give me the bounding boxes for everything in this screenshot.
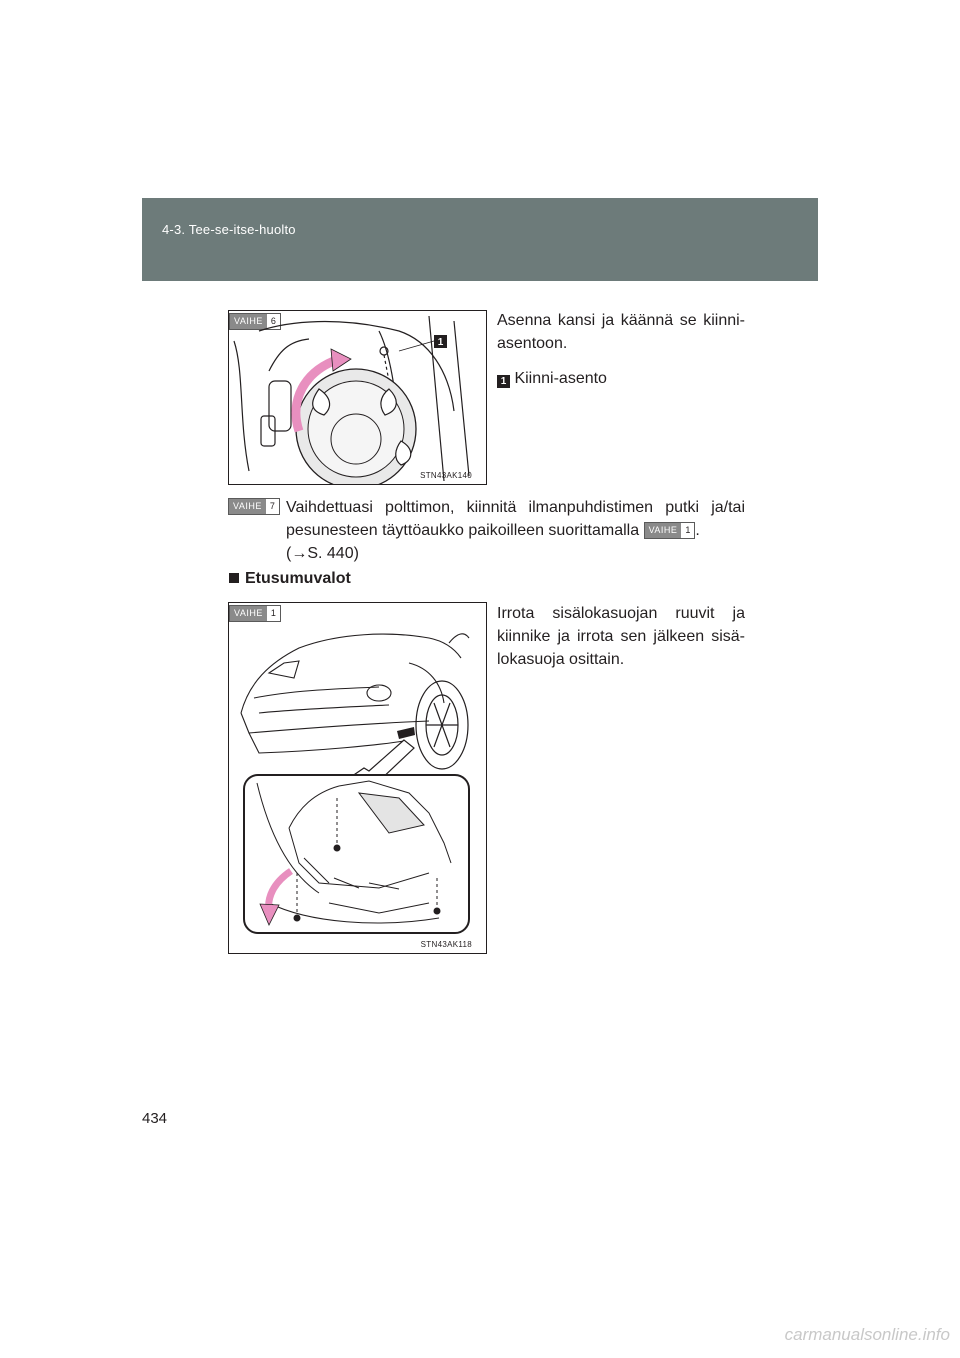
figure-code: STN43AK140 xyxy=(420,471,472,480)
page-reference[interactable]: (→S. 440) xyxy=(286,545,359,562)
step-label: VAIHE xyxy=(230,606,267,621)
step6-instruction: Asenna kansi ja käännä se kiinni-asentoon. xyxy=(497,312,745,352)
step6-text xyxy=(497,309,745,390)
headlight-cover-illustration xyxy=(229,311,486,484)
step7-text xyxy=(286,496,745,565)
step-number: 1 xyxy=(270,608,276,618)
step7-period: . xyxy=(695,522,700,539)
step-label: VAIHE xyxy=(645,523,682,538)
fender-liner-illustration xyxy=(229,603,486,953)
fog-step1-text: Irrota sisälokasuojan ruuvit ja kiinnike ja irrota sen jälkeen sisä-lokasuoja osittain. xyxy=(497,605,745,668)
section-title: Etusumuvalot xyxy=(245,570,351,587)
callout-badge: 1 xyxy=(497,375,510,388)
step-badge-7 xyxy=(228,498,280,515)
step-number: 6 xyxy=(270,316,276,326)
figure-fender-liner xyxy=(228,602,487,954)
chapter-header xyxy=(142,198,818,281)
callout-legend xyxy=(497,367,745,390)
step-number: 1 xyxy=(685,525,691,536)
section-heading xyxy=(229,570,351,588)
svg-text:1: 1 xyxy=(437,337,444,348)
square-bullet-icon xyxy=(229,573,239,583)
step7-instruction: Vaihdettuasi polttimon, kiinnitä ilmanpuhdistimen putki ja/tai pesunesteen täyttöaukko paikoilleen suorittamalla xyxy=(286,499,745,539)
chapter-title: 4-3. Tee-se-itse-huolto xyxy=(162,222,296,237)
step-number: 7 xyxy=(269,501,275,511)
figure-code: STN43AK118 xyxy=(420,940,472,949)
step-label: VAIHE xyxy=(230,314,267,329)
step-reference-badge[interactable] xyxy=(644,522,696,539)
page-number: 434 xyxy=(142,1110,168,1127)
figure-headlight-cover xyxy=(228,310,487,485)
step-label: VAIHE xyxy=(229,499,266,514)
site-watermark: carmanualsonline.info xyxy=(784,1325,950,1344)
callout-text: Kiinni-asento xyxy=(514,370,607,387)
